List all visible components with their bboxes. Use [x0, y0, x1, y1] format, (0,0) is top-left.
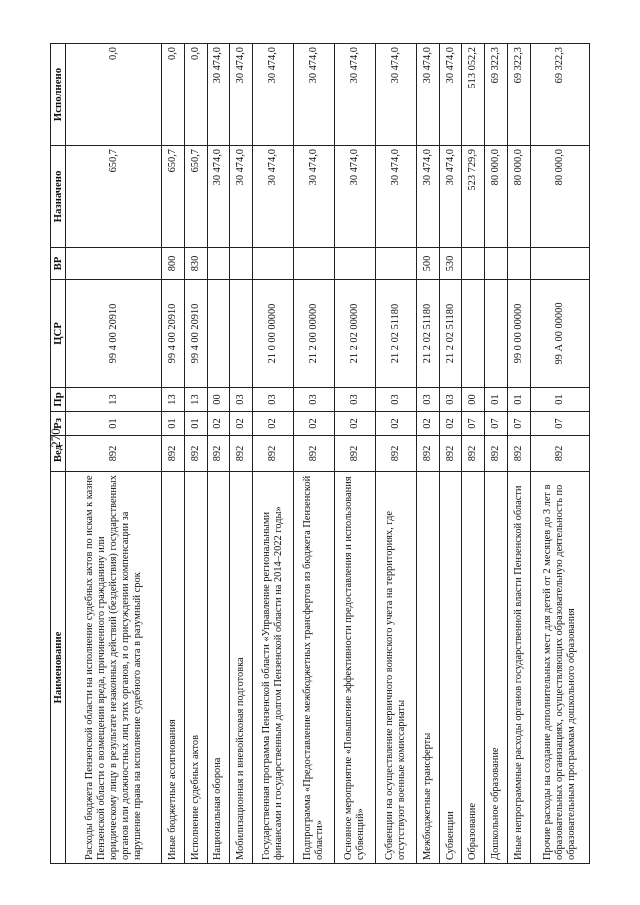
cell-assigned: 30 474,0: [416, 146, 439, 248]
cell-name: Государственная программа Пензенской области «Управление региональными финансами и государственным долгом Пензенской области на 2014–2022 годы»: [253, 472, 294, 864]
cell-executed: 30 474,0: [375, 44, 416, 146]
cell-rz: 01: [184, 412, 207, 436]
cell-executed: 30 474,0: [207, 44, 230, 146]
cell-vr: 830: [184, 248, 207, 280]
table-row: [485, 44, 508, 864]
cell-csr: 21 2 00 00000: [294, 280, 335, 388]
cell-ved: 892: [184, 436, 207, 472]
cell-csr: [207, 280, 230, 388]
cell-vr: [530, 248, 589, 280]
cell-rz: 02: [294, 412, 335, 436]
header-vr: ВР: [51, 248, 66, 280]
cell-ved: 892: [416, 436, 439, 472]
cell-ved: 892: [334, 436, 375, 472]
cell-assigned: 30 474,0: [439, 146, 462, 248]
cell-executed: 30 474,0: [294, 44, 335, 146]
cell-pr: 03: [416, 388, 439, 412]
cell-csr: 21 0 00 00000: [253, 280, 294, 388]
cell-vr: [462, 248, 485, 280]
header-assigned: Назначено: [51, 146, 66, 248]
cell-executed: 69 322,3: [485, 44, 508, 146]
cell-executed: 0,0: [184, 44, 207, 146]
table-row: [66, 44, 162, 864]
table-row: [294, 44, 335, 864]
header-rz: Рз: [51, 412, 66, 436]
cell-rz: 01: [161, 412, 184, 436]
cell-csr: [462, 280, 485, 388]
cell-pr: 01: [507, 388, 530, 412]
cell-ved: 892: [462, 436, 485, 472]
cell-executed: 30 474,0: [334, 44, 375, 146]
cell-executed: 513 052,2: [462, 44, 485, 146]
cell-name: Субвенции: [439, 472, 462, 864]
table-row: [230, 44, 253, 864]
table-row: [507, 44, 530, 864]
cell-assigned: 650,7: [161, 146, 184, 248]
cell-name: Расходы бюджета Пензенской области на исполнение судебных актов по искам к казне Пензенской области о возмещении вреда, причиненного гражданину или юридическому лицу в результате незаконных действий (бездействия) государственных органов или должностных лиц этих органов, и о присуждении компенсации за нарушение права на исполнение судебного акта в разумный срок: [66, 472, 162, 864]
cell-vr: 500: [416, 248, 439, 280]
cell-executed: 30 474,0: [253, 44, 294, 146]
cell-assigned: 650,7: [66, 146, 162, 248]
cell-executed: 0,0: [161, 44, 184, 146]
cell-pr: 13: [66, 388, 162, 412]
cell-assigned: 30 474,0: [253, 146, 294, 248]
cell-assigned: 30 474,0: [334, 146, 375, 248]
header-executed: Исполнено: [51, 44, 66, 146]
cell-rz: 02: [375, 412, 416, 436]
cell-name: Основное мероприятие «Повышение эффективности предоставления и использования субвенций»: [334, 472, 375, 864]
header-ved: Вед: [51, 436, 66, 472]
cell-pr: 03: [439, 388, 462, 412]
cell-rz: 02: [416, 412, 439, 436]
cell-pr: 01: [485, 388, 508, 412]
cell-name: Прочие расходы на создание дополнительных мест для детей от 2 месяцев до 3 лет в образовательных организациях, осуществляющих образовательную деятельность по образовательным программам дошкольного образования: [530, 472, 589, 864]
cell-vr: [207, 248, 230, 280]
cell-name: Национальная оборона: [207, 472, 230, 864]
cell-csr: 99 4 00 20910: [66, 280, 162, 388]
cell-executed: 30 474,0: [439, 44, 462, 146]
header-pr: Пр: [51, 388, 66, 412]
header-csr: ЦСР: [51, 280, 66, 388]
cell-ved: 892: [507, 436, 530, 472]
cell-vr: [66, 248, 162, 280]
cell-ved: 892: [485, 436, 508, 472]
cell-assigned: 80 000,0: [485, 146, 508, 248]
header-name: Наименование: [51, 472, 66, 864]
cell-executed: 69 322,3: [507, 44, 530, 146]
cell-pr: 03: [334, 388, 375, 412]
cell-ved: 892: [230, 436, 253, 472]
table-row: [530, 44, 589, 864]
table-row: [439, 44, 462, 864]
cell-vr: [294, 248, 335, 280]
cell-csr: 21 2 02 00000: [334, 280, 375, 388]
cell-ved: 892: [253, 436, 294, 472]
cell-pr: 00: [462, 388, 485, 412]
cell-csr: 99 А 00 00000: [530, 280, 589, 388]
cell-name: Иные непрограммные расходы органов государственной власти Пензенской области: [507, 472, 530, 864]
cell-assigned: 30 474,0: [294, 146, 335, 248]
page-number: 270: [48, 428, 63, 448]
cell-name: Исполнение судебных актов: [184, 472, 207, 864]
cell-csr: [230, 280, 253, 388]
cell-executed: 30 474,0: [416, 44, 439, 146]
cell-pr: 13: [184, 388, 207, 412]
cell-csr: 99 4 00 20910: [184, 280, 207, 388]
cell-csr: 21 2 02 51180: [416, 280, 439, 388]
cell-assigned: 30 474,0: [207, 146, 230, 248]
cell-assigned: 80 000,0: [507, 146, 530, 248]
cell-name: Подпрограмма «Предоставление межбюджетных трансфертов из бюджета Пензенской области»: [294, 472, 335, 864]
table-row: [334, 44, 375, 864]
cell-csr: 21 2 02 51180: [375, 280, 416, 388]
cell-pr: 13: [161, 388, 184, 412]
cell-name: Дошкольное образование: [485, 472, 508, 864]
cell-ved: 892: [439, 436, 462, 472]
cell-rz: 01: [66, 412, 162, 436]
cell-assigned: 650,7: [184, 146, 207, 248]
cell-csr: 99 4 00 20910: [161, 280, 184, 388]
cell-ved: 892: [207, 436, 230, 472]
cell-name: Образование: [462, 472, 485, 864]
cell-rz: 07: [485, 412, 508, 436]
cell-vr: [375, 248, 416, 280]
table-row: [416, 44, 439, 864]
cell-assigned: 30 474,0: [230, 146, 253, 248]
table-row: [207, 44, 230, 864]
cell-vr: 530: [439, 248, 462, 280]
budget-table-container: [50, 44, 590, 864]
cell-executed: 69 322,3: [530, 44, 589, 146]
cell-pr: 03: [230, 388, 253, 412]
table-row: [161, 44, 184, 864]
table-row: [462, 44, 485, 864]
cell-pr: 03: [294, 388, 335, 412]
cell-rz: 02: [207, 412, 230, 436]
cell-name: Субвенции на осуществление первичного воинского учета на территориях, где отсутствуют военные комиссариаты: [375, 472, 416, 864]
cell-name: Мобилизационная и вневойсковая подготовка: [230, 472, 253, 864]
cell-vr: [485, 248, 508, 280]
cell-pr: 01: [530, 388, 589, 412]
cell-vr: [253, 248, 294, 280]
cell-assigned: 30 474,0: [375, 146, 416, 248]
cell-vr: [334, 248, 375, 280]
cell-executed: 30 474,0: [230, 44, 253, 146]
table-header-row: [51, 44, 66, 864]
table-row: [253, 44, 294, 864]
cell-rz: 02: [439, 412, 462, 436]
cell-rz: 07: [507, 412, 530, 436]
table-row: [375, 44, 416, 864]
cell-rz: 02: [253, 412, 294, 436]
cell-name: Иные бюджетные ассигнования: [161, 472, 184, 864]
table-row: [184, 44, 207, 864]
cell-ved: 892: [294, 436, 335, 472]
cell-ved: 892: [66, 436, 162, 472]
cell-vr: [507, 248, 530, 280]
cell-ved: 892: [375, 436, 416, 472]
cell-csr: [485, 280, 508, 388]
cell-rz: 07: [462, 412, 485, 436]
cell-ved: 892: [530, 436, 589, 472]
cell-executed: 0,0: [66, 44, 162, 146]
cell-rz: 02: [230, 412, 253, 436]
cell-rz: 02: [334, 412, 375, 436]
cell-name: Межбюджетные трансферты: [416, 472, 439, 864]
cell-vr: 800: [161, 248, 184, 280]
cell-csr: 21 2 02 51180: [439, 280, 462, 388]
cell-pr: 03: [375, 388, 416, 412]
cell-rz: 07: [530, 412, 589, 436]
cell-pr: 03: [253, 388, 294, 412]
cell-pr: 00: [207, 388, 230, 412]
cell-csr: 99 0 00 00000: [507, 280, 530, 388]
cell-assigned: 80 000,0: [530, 146, 589, 248]
cell-assigned: 523 729,9: [462, 146, 485, 248]
cell-ved: 892: [161, 436, 184, 472]
cell-vr: [230, 248, 253, 280]
budget-table: [50, 43, 590, 864]
